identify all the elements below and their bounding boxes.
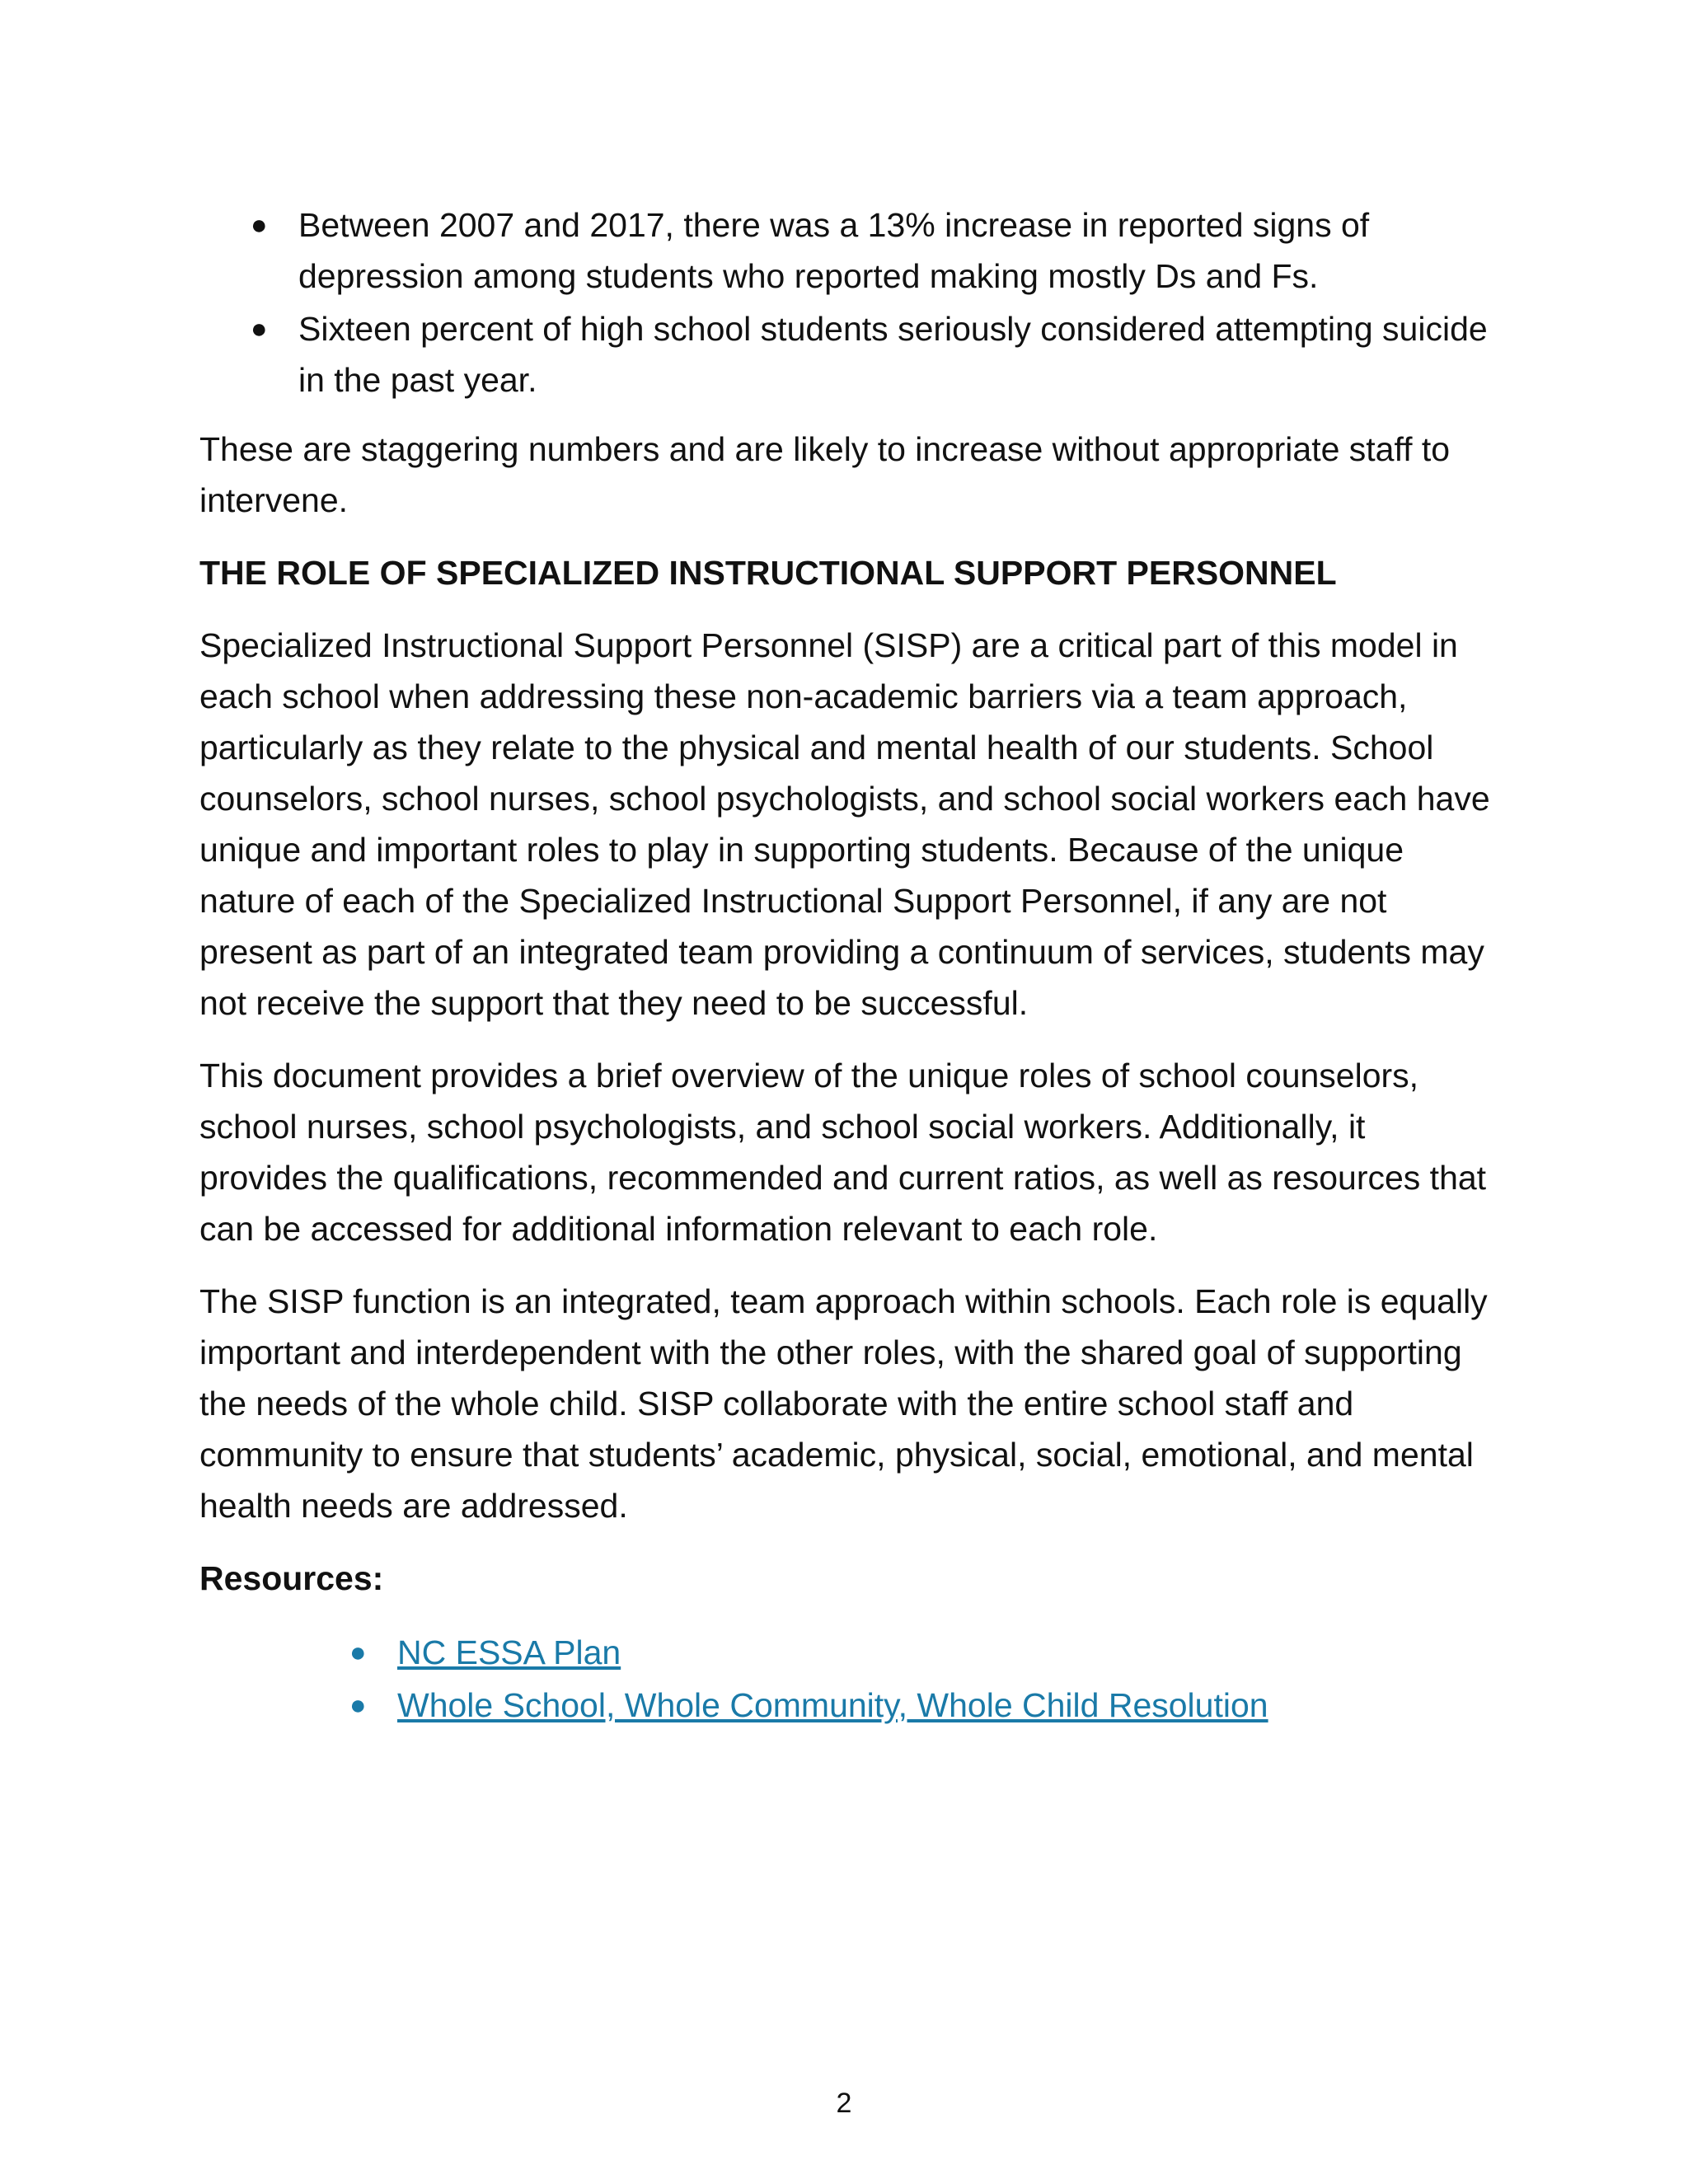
section-heading: THE ROLE OF SPECIALIZED INSTRUCTIONAL SUPPORT PERSONNEL (199, 554, 1337, 592)
bullet-icon: ● (349, 1690, 367, 1721)
resources-heading: Resources: (199, 1559, 384, 1597)
resources-list (199, 1627, 1502, 1731)
page-number: 2 (836, 2088, 852, 2119)
list-item (199, 1627, 1502, 1678)
bullet-icon: ● (251, 313, 268, 344)
bullet-icon: ● (251, 209, 268, 241)
list-item-text: Between 2007 and 2017, there was a 13% increase in reported signs of depression among students who reported making mostly Ds and Fs. (298, 206, 1370, 295)
paragraph-sisp-function: The SISP function is an integrated, team approach within schools. Each role is equally important and interdependent with the other roles, with the shared goal of supporting the needs of the whole child. SISP collaborate with the entire school staff and community to ensure that students’ academic, physical, social, emotional, and mental health needs are addressed. (199, 1282, 1488, 1525)
paragraph-sisp-intro: Specialized Instructional Support Personnel (SISP) are a critical part of this model in each school when addressing these non-academic barriers via a team approach, particularly as they relate to the physical and mental health of our students. School counselors, school nurses, school psychologists, and school social workers each have unique and important roles to play in supporting students. Because of the unique nature of each of the Specialized Instructional Support Personnel, if any are not present as part of an integrated team providing a continuum of services, students may not receive the support that they need to be successful. (199, 626, 1490, 1022)
statistics-list (199, 199, 1502, 405)
wscc-resolution-link[interactable]: Whole School, Whole Community, Whole Child Resolution (397, 1686, 1268, 1724)
nc-essa-plan-link[interactable]: NC ESSA Plan (397, 1633, 621, 1671)
list-item (199, 1680, 1502, 1731)
paragraph-document-overview: This document provides a brief overview of the unique roles of school counselors, school nurses, school psychologists, and school social workers. Additionally, it provides the qualifications, recommended and current ratios, as well as resources that can be accessed for additional information relevant to each role. (199, 1057, 1487, 1248)
page-content (199, 199, 1502, 1732)
list-item (199, 303, 1502, 405)
list-item-text: Sixteen percent of high school students seriously considered attempting suicide in the past year. (298, 310, 1488, 399)
paragraph-staggering-numbers: These are staggering numbers and are likely to increase without appropriate staff to intervene. (199, 430, 1451, 519)
list-item (199, 199, 1502, 302)
bullet-icon: ● (349, 1637, 367, 1668)
